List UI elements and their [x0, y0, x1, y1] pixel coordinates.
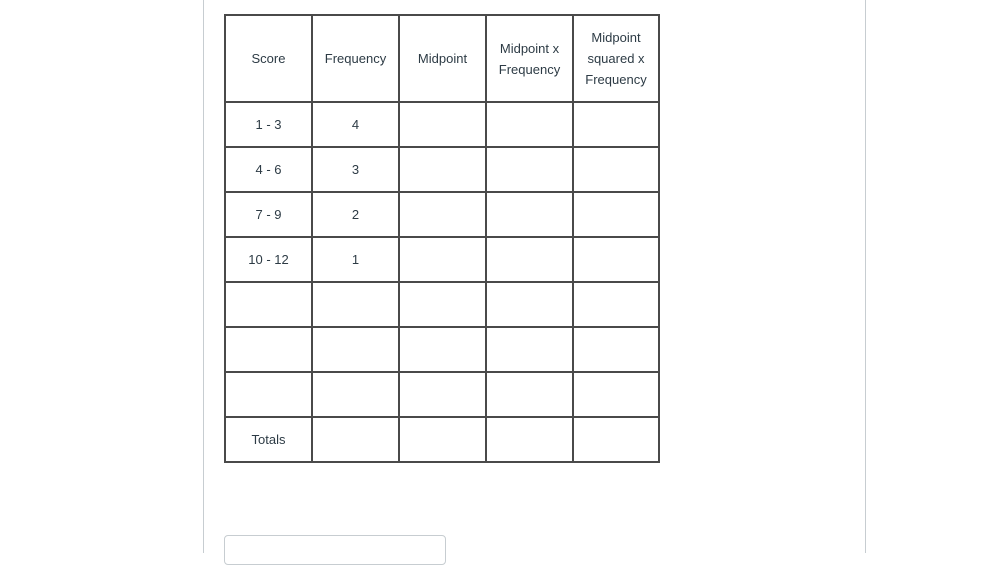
- table-cell: [573, 372, 659, 417]
- table-cell: [486, 417, 573, 462]
- table-cell: [486, 282, 573, 327]
- table-cell: [399, 147, 486, 192]
- table-header-row: [225, 15, 659, 102]
- table-cell: [312, 282, 399, 327]
- table-row: [225, 147, 659, 192]
- table-cell: [399, 417, 486, 462]
- table-cell: 3: [312, 147, 399, 192]
- table-cell: [312, 417, 399, 462]
- table-cell: [573, 417, 659, 462]
- table-cell: 1: [312, 237, 399, 282]
- table-cell: [399, 327, 486, 372]
- table-cell: [573, 282, 659, 327]
- table-cell: [486, 102, 573, 147]
- table-row: [225, 372, 659, 417]
- header-cell-frequency: Frequency: [312, 15, 399, 102]
- table-cell: [573, 237, 659, 282]
- table-cell: [312, 372, 399, 417]
- table-cell: [399, 102, 486, 147]
- table-cell: [486, 372, 573, 417]
- table-cell: [225, 282, 312, 327]
- table-cell: [573, 192, 659, 237]
- table-cell: [399, 192, 486, 237]
- header-cell-score: Score: [225, 15, 312, 102]
- table-cell: [486, 192, 573, 237]
- table-cell: [573, 327, 659, 372]
- table-row: [225, 282, 659, 327]
- table-cell: [486, 237, 573, 282]
- table-cell: [573, 147, 659, 192]
- totals-row: [225, 417, 659, 462]
- table-cell: [399, 237, 486, 282]
- header-cell-midpoint: Midpoint: [399, 15, 486, 102]
- table-cell: [399, 372, 486, 417]
- table-cell: [225, 327, 312, 372]
- table-cell: [312, 327, 399, 372]
- table-row: [225, 102, 659, 147]
- table-row: [225, 327, 659, 372]
- table-cell: 4 - 6: [225, 147, 312, 192]
- header-cell-midpoint-x-frequency: Midpoint x Frequency: [486, 15, 573, 102]
- table-cell: [225, 372, 312, 417]
- table-cell: [573, 102, 659, 147]
- table-row: [225, 237, 659, 282]
- table-cell: 1 - 3: [225, 102, 312, 147]
- table-row: [225, 192, 659, 237]
- frequency-table: [224, 14, 660, 463]
- table-cell: [399, 282, 486, 327]
- totals-label: Totals: [225, 417, 312, 462]
- header-cell-midpoint-squared-x-frequency: Midpoint squared x Frequency: [573, 15, 659, 102]
- table-cell: 10 - 12: [225, 237, 312, 282]
- table-cell: 4: [312, 102, 399, 147]
- table-cell: [486, 327, 573, 372]
- answer-input[interactable]: [224, 535, 446, 565]
- table-cell: 7 - 9: [225, 192, 312, 237]
- table-cell: [486, 147, 573, 192]
- table-cell: 2: [312, 192, 399, 237]
